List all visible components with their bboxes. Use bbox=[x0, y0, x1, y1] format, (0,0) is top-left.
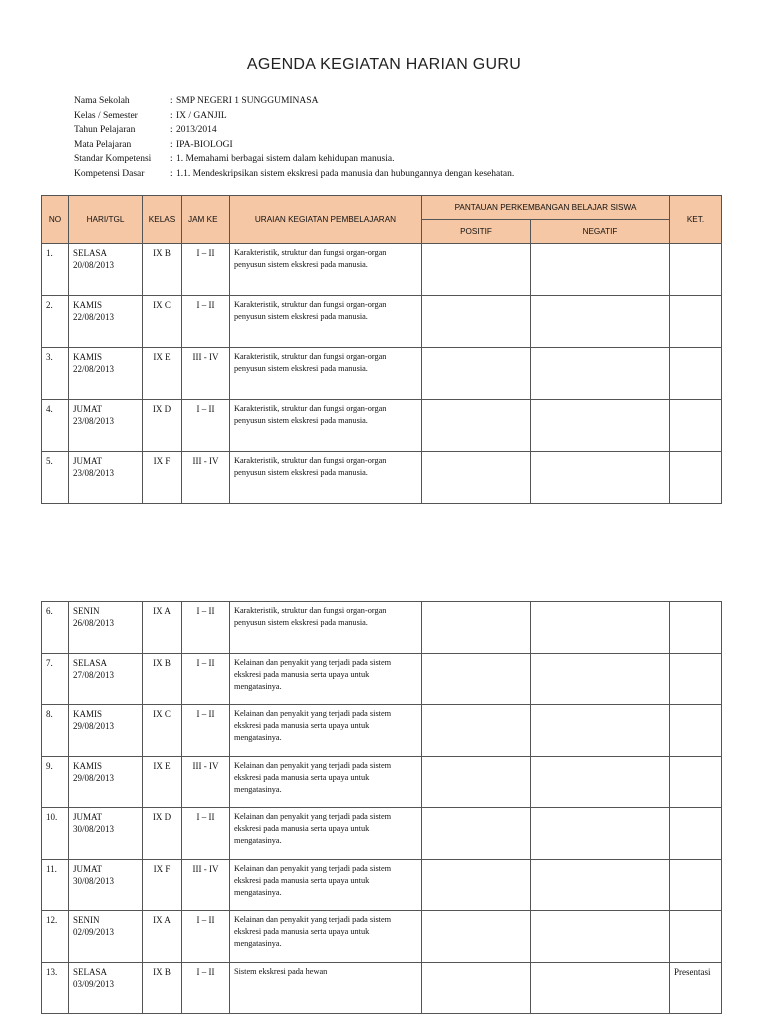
cell-hari: SELASA bbox=[73, 657, 108, 668]
cell-negatif bbox=[531, 452, 670, 504]
cell-kelas: IX D bbox=[143, 808, 182, 860]
cell-negatif bbox=[531, 653, 670, 705]
cell-no: 6. bbox=[42, 602, 69, 654]
cell-hari: SELASA bbox=[73, 248, 108, 258]
cell-ket bbox=[670, 859, 722, 911]
cell-negatif bbox=[531, 348, 670, 400]
cell-positif bbox=[422, 296, 531, 348]
header-uraian: URAIAN KEGIATAN PEMBELAJARAN bbox=[230, 196, 422, 244]
cell-jam: I – II bbox=[182, 808, 230, 860]
cell-hari-tgl bbox=[69, 705, 143, 757]
cell-no: 11. bbox=[42, 859, 69, 911]
cell-uraian: Karakteristik, struktur dan fungsi organ-organ penyusun sistem ekskresi pada manusia. bbox=[230, 348, 422, 400]
table-row bbox=[42, 962, 722, 1014]
cell-kelas: IX A bbox=[143, 602, 182, 654]
cell-hari: KAMIS bbox=[73, 300, 103, 310]
cell-no: 9. bbox=[42, 756, 69, 808]
cell-uraian: Kelainan dan penyakit yang terjadi pada sistem ekskresi pada manusia serta upaya untuk mengatasinya. bbox=[230, 808, 422, 860]
cell-uraian: Kelainan dan penyakit yang terjadi pada sistem ekskresi pada manusia serta upaya untuk mengatasinya. bbox=[230, 653, 422, 705]
table-row bbox=[42, 859, 722, 911]
cell-positif bbox=[422, 400, 531, 452]
agenda-table-page-1 bbox=[41, 195, 722, 504]
cell-jam: I – II bbox=[182, 296, 230, 348]
cell-tgl: 23/08/2013 bbox=[73, 468, 115, 478]
cell-ket bbox=[670, 705, 722, 757]
cell-tgl: 22/08/2013 bbox=[73, 364, 115, 374]
cell-jam: III - IV bbox=[182, 859, 230, 911]
cell-hari-tgl bbox=[69, 808, 143, 860]
info-label: Nama Sekolah bbox=[74, 96, 130, 106]
cell-no: 7. bbox=[42, 653, 69, 705]
cell-positif bbox=[422, 705, 531, 757]
cell-tgl: 22/08/2013 bbox=[73, 312, 115, 322]
school-info bbox=[74, 94, 514, 182]
table-row bbox=[42, 296, 722, 348]
cell-positif bbox=[422, 859, 531, 911]
cell-negatif bbox=[531, 808, 670, 860]
info-value: IX / GANJIL bbox=[176, 110, 227, 121]
cell-hari-tgl bbox=[69, 756, 143, 808]
cell-ket bbox=[670, 452, 722, 504]
cell-hari: JUMAT bbox=[73, 812, 103, 822]
agenda-table-page-2 bbox=[41, 601, 722, 1014]
cell-hari: SENIN bbox=[73, 606, 100, 616]
cell-tgl: 29/08/2013 bbox=[73, 772, 115, 783]
cell-tgl: 30/08/2013 bbox=[73, 824, 115, 834]
cell-no: 1. bbox=[42, 244, 69, 296]
table-row bbox=[42, 911, 722, 963]
info-separator: : bbox=[170, 139, 173, 150]
cell-no: 4. bbox=[42, 400, 69, 452]
cell-negatif bbox=[531, 962, 670, 1014]
info-separator: : bbox=[170, 110, 173, 121]
cell-positif bbox=[422, 348, 531, 400]
cell-tgl: 20/08/2013 bbox=[73, 260, 115, 270]
table-row bbox=[42, 653, 722, 705]
cell-hari: KAMIS bbox=[73, 760, 103, 771]
cell-positif bbox=[422, 808, 531, 860]
cell-tgl: 30/08/2013 bbox=[73, 875, 115, 886]
cell-hari-tgl bbox=[69, 653, 143, 705]
cell-hari: JUMAT bbox=[73, 404, 103, 414]
table-row bbox=[42, 452, 722, 504]
cell-hari: SELASA bbox=[73, 966, 108, 977]
cell-kelas: IX B bbox=[143, 962, 182, 1014]
cell-kelas: IX B bbox=[143, 244, 182, 296]
info-value: 1.1. Mendeskripsikan sistem ekskresi pada manusia dan hubungannya dengan kesehatan. bbox=[176, 168, 515, 179]
cell-tgl: 23/08/2013 bbox=[73, 416, 115, 426]
cell-ket bbox=[670, 756, 722, 808]
cell-ket bbox=[670, 808, 722, 860]
cell-negatif bbox=[531, 296, 670, 348]
table-row bbox=[42, 808, 722, 860]
cell-kelas: IX F bbox=[143, 452, 182, 504]
cell-no: 13. bbox=[42, 962, 69, 1014]
cell-kelas: IX C bbox=[143, 705, 182, 757]
info-label: Kelas / Semester bbox=[74, 110, 138, 121]
header-jam-ke: JAM KE bbox=[182, 196, 230, 244]
cell-ket bbox=[670, 911, 722, 963]
header-positif: POSITIF bbox=[422, 220, 531, 244]
cell-hari: JUMAT bbox=[73, 456, 103, 466]
cell-negatif bbox=[531, 756, 670, 808]
info-row bbox=[74, 94, 514, 109]
cell-uraian: Karakteristik, struktur dan fungsi organ-organ penyusun sistem ekskresi pada manusia. bbox=[230, 400, 422, 452]
header-kelas: KELAS bbox=[143, 196, 182, 244]
cell-hari-tgl bbox=[69, 348, 143, 400]
cell-tgl: 27/08/2013 bbox=[73, 669, 115, 680]
table-row bbox=[42, 400, 722, 452]
cell-kelas: IX E bbox=[143, 756, 182, 808]
info-value: IPA-BIOLOGI bbox=[176, 139, 233, 150]
cell-positif bbox=[422, 911, 531, 963]
header-no: NO bbox=[42, 196, 69, 244]
cell-negatif bbox=[531, 244, 670, 296]
cell-negatif bbox=[531, 400, 670, 452]
cell-ket bbox=[670, 400, 722, 452]
cell-uraian: Kelainan dan penyakit yang terjadi pada sistem ekskresi pada manusia serta upaya untuk mengatasinya. bbox=[230, 705, 422, 757]
info-row bbox=[74, 152, 514, 167]
info-row bbox=[74, 167, 514, 182]
cell-hari-tgl bbox=[69, 244, 143, 296]
cell-kelas: IX A bbox=[143, 911, 182, 963]
info-label: Kompetensi Dasar bbox=[74, 168, 145, 179]
cell-tgl: 29/08/2013 bbox=[73, 721, 115, 731]
info-row bbox=[74, 109, 514, 124]
cell-tgl: 02/09/2013 bbox=[73, 927, 115, 937]
cell-positif bbox=[422, 653, 531, 705]
cell-uraian: Kelainan dan penyakit yang terjadi pada sistem ekskresi pada manusia serta upaya untuk mengatasinya. bbox=[230, 756, 422, 808]
info-separator: : bbox=[170, 125, 173, 136]
cell-jam: I – II bbox=[182, 244, 230, 296]
cell-jam: I – II bbox=[182, 602, 230, 654]
info-label: Tahun Pelajaran bbox=[74, 125, 136, 136]
cell-tgl: 26/08/2013 bbox=[73, 618, 115, 628]
cell-ket bbox=[670, 348, 722, 400]
cell-positif bbox=[422, 602, 531, 654]
cell-tgl: 03/09/2013 bbox=[73, 978, 115, 989]
cell-uraian: Sistem ekskresi pada hewan bbox=[230, 962, 422, 1014]
cell-ket bbox=[670, 296, 722, 348]
header-pantauan: PANTAUAN PERKEMBANGAN BELAJAR SISWA bbox=[422, 196, 670, 220]
cell-positif bbox=[422, 756, 531, 808]
cell-ket: Presentasi bbox=[670, 962, 722, 1014]
cell-hari-tgl bbox=[69, 296, 143, 348]
table-row bbox=[42, 244, 722, 296]
cell-no: 10. bbox=[42, 808, 69, 860]
info-row bbox=[74, 123, 514, 138]
cell-kelas: IX E bbox=[143, 348, 182, 400]
cell-negatif bbox=[531, 602, 670, 654]
header-hari-tgl: HARI/TGL bbox=[69, 196, 143, 244]
cell-no: 5. bbox=[42, 452, 69, 504]
cell-hari: JUMAT bbox=[73, 863, 103, 874]
cell-hari-tgl bbox=[69, 911, 143, 963]
table-row bbox=[42, 756, 722, 808]
info-label: Mata Pelajaran bbox=[74, 139, 132, 150]
cell-kelas: IX C bbox=[143, 296, 182, 348]
cell-jam: I – II bbox=[182, 911, 230, 963]
cell-positif bbox=[422, 244, 531, 296]
cell-hari-tgl bbox=[69, 452, 143, 504]
cell-negatif bbox=[531, 859, 670, 911]
cell-jam: I – II bbox=[182, 400, 230, 452]
page-title: AGENDA KEGIATAN HARIAN GURU bbox=[246, 56, 522, 73]
cell-uraian: Karakteristik, struktur dan fungsi organ-organ penyusun sistem ekskresi pada manusia. bbox=[230, 452, 422, 504]
cell-ket bbox=[670, 244, 722, 296]
cell-ket bbox=[670, 653, 722, 705]
cell-uraian: Kelainan dan penyakit yang terjadi pada sistem ekskresi pada manusia serta upaya untuk mengatasinya. bbox=[230, 859, 422, 911]
info-separator: : bbox=[170, 96, 173, 106]
table-row bbox=[42, 602, 722, 654]
cell-negatif bbox=[531, 911, 670, 963]
cell-no: 12. bbox=[42, 911, 69, 963]
cell-uraian: Karakteristik, struktur dan fungsi organ-organ penyusun sistem ekskresi pada manusia. bbox=[230, 602, 422, 654]
info-value: 1. Memahami berbagai sistem dalam kehidupan manusia. bbox=[176, 154, 395, 165]
cell-hari-tgl bbox=[69, 400, 143, 452]
cell-no: 3. bbox=[42, 348, 69, 400]
header-ket: KET. bbox=[670, 196, 722, 244]
cell-uraian: Karakteristik, struktur dan fungsi organ-organ penyusun sistem ekskresi pada manusia. bbox=[230, 244, 422, 296]
cell-kelas: IX B bbox=[143, 653, 182, 705]
cell-hari: KAMIS bbox=[73, 352, 103, 362]
cell-hari: SENIN bbox=[73, 915, 100, 925]
cell-hari-tgl bbox=[69, 602, 143, 654]
info-separator: : bbox=[170, 168, 173, 179]
info-separator: : bbox=[170, 154, 173, 165]
table-row bbox=[42, 705, 722, 757]
cell-no: 8. bbox=[42, 705, 69, 757]
cell-positif bbox=[422, 452, 531, 504]
cell-jam: I – II bbox=[182, 653, 230, 705]
cell-no: 2. bbox=[42, 296, 69, 348]
info-value: SMP NEGERI 1 SUNGGUMINASA bbox=[176, 96, 319, 106]
cell-jam: III - IV bbox=[182, 348, 230, 400]
cell-negatif bbox=[531, 705, 670, 757]
cell-hari: KAMIS bbox=[73, 709, 103, 719]
cell-jam: I – II bbox=[182, 705, 230, 757]
cell-hari-tgl bbox=[69, 859, 143, 911]
header-negatif: NEGATIF bbox=[531, 220, 670, 244]
cell-kelas: IX D bbox=[143, 400, 182, 452]
info-label: Standar Kompetensi bbox=[74, 154, 152, 165]
cell-jam: III - IV bbox=[182, 452, 230, 504]
cell-uraian: Karakteristik, struktur dan fungsi organ-organ penyusun sistem ekskresi pada manusia. bbox=[230, 296, 422, 348]
cell-positif bbox=[422, 962, 531, 1014]
table-row bbox=[42, 348, 722, 400]
cell-uraian: Kelainan dan penyakit yang terjadi pada sistem ekskresi pada manusia serta upaya untuk mengatasinya. bbox=[230, 911, 422, 963]
cell-hari-tgl bbox=[69, 962, 143, 1014]
cell-kelas: IX F bbox=[143, 859, 182, 911]
info-value: 2013/2014 bbox=[176, 125, 217, 136]
cell-ket bbox=[670, 602, 722, 654]
info-row bbox=[74, 138, 514, 153]
cell-jam: I – II bbox=[182, 962, 230, 1014]
cell-jam: III - IV bbox=[182, 756, 230, 808]
